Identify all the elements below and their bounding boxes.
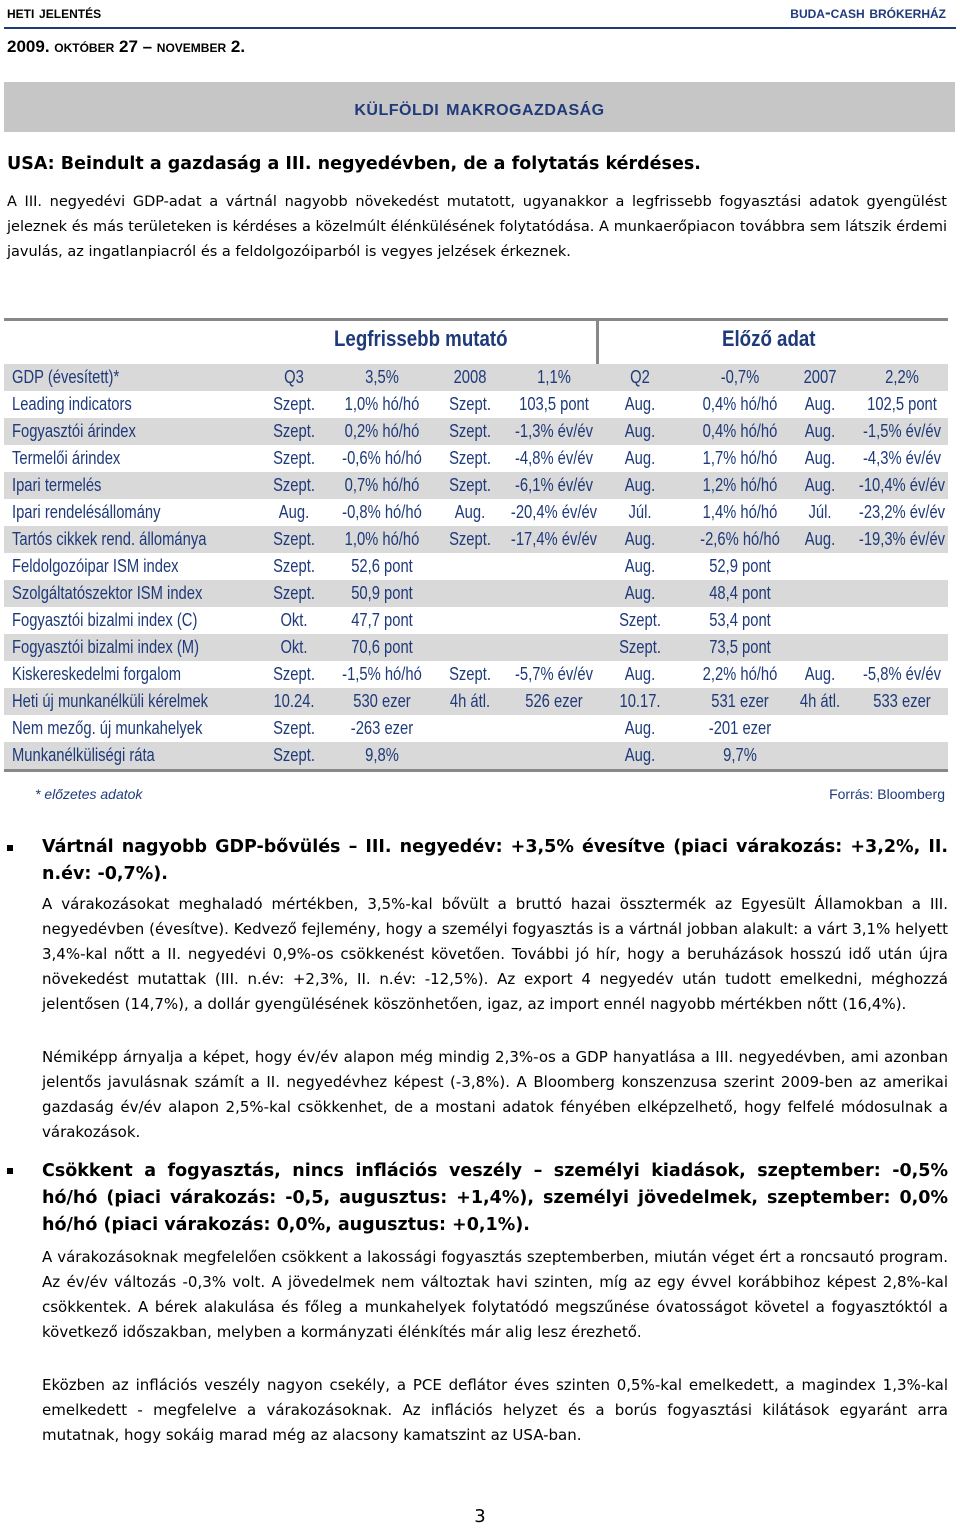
table-row [4, 391, 948, 418]
table-cell: Aug. [624, 664, 656, 684]
table-cell: 102,5 pont [867, 394, 937, 414]
table-cell: Szept. [273, 448, 315, 468]
indicator-name: Leading indicators [12, 394, 132, 414]
table-source: Forrás: Bloomberg [829, 786, 945, 802]
table-cell: -201 ezer [708, 718, 772, 738]
table-cell: 530 ezer [353, 691, 411, 711]
table-cell: Okt. [280, 610, 308, 630]
table-cell: Aug. [624, 745, 656, 765]
table-cell: Szept. [619, 610, 661, 630]
table-cell [852, 553, 952, 580]
table-cell: 9,8% [365, 745, 399, 765]
table-cell: -10,4% év/év [858, 475, 946, 495]
indicator-name: Fogyasztói bizalmi index (M) [12, 637, 200, 657]
indicator-name: Feldolgozóipar ISM index [12, 556, 179, 576]
table-cell [440, 742, 500, 769]
table-cell: Aug. [624, 529, 656, 549]
table-cell: Szept. [273, 583, 315, 603]
header-latest: Legfrissebb mutató [334, 326, 508, 351]
table-cell: Szept. [273, 664, 315, 684]
table-row [4, 526, 948, 553]
table-cell: 10.17. [619, 691, 661, 711]
report-name: heti jelentés [7, 3, 102, 22]
bullet-marker [7, 845, 13, 851]
table-cell [852, 715, 952, 742]
table-cell: Szept. [449, 394, 491, 414]
table-cell [504, 553, 604, 580]
table-cell: 4h átl. [449, 691, 491, 711]
table-row [4, 607, 948, 634]
table-cell: -20,4% év/év [510, 502, 598, 522]
table-cell: -1,5% év/év [863, 421, 941, 441]
section-banner [4, 82, 955, 132]
table-cell: 0,7% hó/hó [344, 475, 420, 495]
indicator-name: Ipari termelés [12, 475, 102, 495]
table-cell: Aug. [804, 394, 836, 414]
table-cell: 1,1% [537, 367, 571, 387]
table-cell: Aug. [624, 718, 656, 738]
table-cell: Szept. [273, 718, 315, 738]
table-cell: Aug. [278, 502, 310, 522]
table-cell: Szept. [273, 421, 315, 441]
table-cell: -0,7% [720, 367, 760, 387]
table-cell: 2,2% hó/hó [702, 664, 778, 684]
table-cell: Aug. [804, 475, 836, 495]
table-cell: -23,2% év/év [858, 502, 946, 522]
indicator-name: Fogyasztói árindex [12, 421, 136, 441]
table-cell: Aug. [624, 583, 656, 603]
table-row [4, 418, 948, 445]
table-cell [504, 715, 604, 742]
bullet-paragraph: A várakozásokat meghaladó mértékben, 3,5%-kal bővült a bruttó hazai össztermék az Egyesült Államokban a III. negyedévben (évesítve). Kedvező fejlemény, hogy a személyi fogyasztás is a vártnál jobban alakult: a várt 3,1% helyett 3,4%-kal nőtt a II. negyedévi 0,9%-os csökkenést követően. További jó hír, hogy a beruházások hosszú idő után újra növekedést mutattak (III. n.év: +2,3%, II. n.év: -12,5%). Az export 4 negyedév után tudott emelkedni, méghozzá jelentősen (14,7%), a dollár gyengülésének köszönhetően, igaz, az import ennél nagyobb mértékben nőtt (16,4%). [42, 895, 948, 1013]
table-cell: 9,7% [723, 745, 757, 765]
table-cell: Szept. [273, 394, 315, 414]
table-cell: 2,2% [885, 367, 919, 387]
table-footnote: * előzetes adatok [35, 786, 143, 802]
brokerage-name: buda-cash brókerház [790, 3, 946, 22]
table-row [4, 364, 948, 391]
table-row [4, 715, 948, 742]
table-cell: -1,5% hó/hó [342, 664, 422, 684]
table-cell: 73,5 pont [709, 637, 771, 657]
macro-indicators-table [4, 318, 948, 772]
table-cell: Júl. [628, 502, 652, 522]
intro-paragraph: A III. negyedévi GDP-adat a vártnál nagyobb növekedést mutatott, ugyanakkor a legfrissebb fogyasztási adatok gyengülést jeleznek és más területeken is kérdéses a közelmúlt élénkülésének folytatódása. A munkaerőpiacon továbbra sem látszik érdemi javulás, az ingatlanpiacról és a feldolgozóiparból is vegyes jelzések érkeznek. [7, 194, 947, 260]
table-cell [504, 634, 604, 661]
table-cell: 10.24. [273, 691, 315, 711]
table-cell: 0,4% hó/hó [702, 394, 778, 414]
table-row [4, 661, 948, 688]
table-cell: -6,1% év/év [515, 475, 593, 495]
table-cell: -19,3% év/év [858, 529, 946, 549]
table-cell: -17,4% év/év [510, 529, 598, 549]
table-cell [790, 607, 850, 634]
table-cell: 70,6 pont [351, 637, 413, 657]
table-cell: Szept. [449, 664, 491, 684]
bullet-paragraph: A várakozásoknak megfelelően csökkent a lakossági fogyasztás szeptemberben, miután véget ért a roncsautó program. Az év/év változás -0,3% volt. A jövedelmek nem változtak havi szinten, míg az egy évvel korábbihoz képest 2,8%-kal csökkentek. A bérek alakulása és főleg a munkahelyek folytatódó megszűnése óvatosságot követel a fogyasztóktól a következő időszakban, melyben a kormányzati élénkítés már alig lesz érezhető. [42, 1248, 948, 1341]
table-cell: Szept. [449, 448, 491, 468]
table-cell: Aug. [624, 421, 656, 441]
table-cell: Aug. [624, 475, 656, 495]
table-cell: 0,4% hó/hó [702, 421, 778, 441]
bullet-marker [7, 1168, 13, 1174]
indicator-name: Munkanélküliségi ráta [12, 745, 155, 765]
table-row [4, 688, 948, 715]
table-cell [440, 553, 500, 580]
table-cell [790, 580, 850, 607]
bullet-paragraph: Némiképp árnyalja a képet, hogy év/év alapon még mindig 2,3%-os a GDP hanyatlása a III. negyedévben, ami azonban jelentős javulásnak számít a II. negyedévhez képest (-3,8%). A Bloomberg konszenzusa szerint 2009-ben az amerikai gazdaság év/év alapon 2,5%-kal csökkenhet, de a mostani adatok fényében elképzelhető, hogy felfelé módosulnak a várakozások. [42, 1048, 948, 1141]
table-cell: Szept. [273, 529, 315, 549]
indicator-name: Szolgáltatószektor ISM index [12, 583, 203, 603]
table-cell [790, 715, 850, 742]
table-cell [440, 580, 500, 607]
table-row [4, 499, 948, 526]
table-cell: Szept. [273, 475, 315, 495]
table-cell: Aug. [624, 448, 656, 468]
table-cell: 1,0% hó/hó [344, 529, 420, 549]
section-title: USA: Beindult a gazdaság a III. negyedévben, de a folytatás kérdéses. [7, 154, 701, 174]
table-cell [852, 742, 952, 769]
table-cell: 4h átl. [799, 691, 841, 711]
indicator-name: Ipari rendelésállomány [12, 502, 161, 522]
bullet-heading-gdp: Vártnál nagyobb GDP-bővülés – III. negyedév: +3,5% évesítve (piaci várakozás: +3,2%, II. n.év: -0,7%). [42, 837, 948, 884]
table-cell: Q3 [284, 367, 304, 387]
table-cell [852, 607, 952, 634]
table-cell: Szept. [449, 529, 491, 549]
table-cell: 50,9 pont [351, 583, 413, 603]
table-cell [504, 607, 604, 634]
table-cell: 2007 [803, 367, 837, 387]
table-cell: 53,4 pont [709, 610, 771, 630]
table-cell: Aug. [804, 448, 836, 468]
table-cell: Aug. [454, 502, 486, 522]
table-cell: 526 ezer [525, 691, 583, 711]
table-cell: 1,7% hó/hó [702, 448, 778, 468]
header-rule [4, 27, 956, 29]
table-cell: 52,9 pont [709, 556, 771, 576]
table-row [4, 742, 948, 769]
table-cell: Szept. [619, 637, 661, 657]
table-cell: -5,8% év/év [863, 664, 941, 684]
indicator-name: Tartós cikkek rend. állománya [12, 529, 207, 549]
table-cell [440, 607, 500, 634]
indicator-name: Heti új munkanélküli kérelmek [12, 691, 209, 711]
table-cell: 52,6 pont [351, 556, 413, 576]
table-cell: Szept. [273, 745, 315, 765]
table-cell: Aug. [804, 529, 836, 549]
table-cell: -2,6% hó/hó [700, 529, 780, 549]
table-cell: Aug. [624, 556, 656, 576]
table-cell: 1,0% hó/hó [344, 394, 420, 414]
table-cell: Szept. [449, 421, 491, 441]
table-cell: -5,7% év/év [515, 664, 593, 684]
table-cell [852, 634, 952, 661]
table-cell: 533 ezer [873, 691, 931, 711]
table-cell: -4,3% év/év [863, 448, 941, 468]
bullet-heading-consumption: Csökkent a fogyasztás, nincs inflációs veszély – személyi kiadások, szeptember: -0,5% hó/hó (piaci várakozás: -0,5, augusztus: +1,4%), személyi jövedelmek, szeptember: 0,0% hó/hó (piaci várakozás: 0,0%, augusztus: +0,1%). [42, 1161, 948, 1235]
table-cell [852, 580, 952, 607]
table-cell [790, 553, 850, 580]
table-row [4, 445, 948, 472]
table-cell: 3,5% [365, 367, 399, 387]
table-row [4, 472, 948, 499]
table-cell [790, 742, 850, 769]
table-cell: 103,5 pont [519, 394, 589, 414]
table-cell: Aug. [624, 394, 656, 414]
table-cell: Okt. [280, 637, 308, 657]
table-cell: Szept. [273, 556, 315, 576]
table-cell [504, 742, 604, 769]
table-cell: 47,7 pont [351, 610, 413, 630]
page-number: 3 [474, 1506, 486, 1527]
table-row [4, 580, 948, 607]
table-header-divider [596, 318, 599, 368]
table-cell: -4,8% év/év [515, 448, 593, 468]
table-cell: 531 ezer [711, 691, 769, 711]
header-previous: Előző adat [722, 326, 816, 351]
indicator-name: GDP (évesített)* [12, 367, 120, 387]
table-cell: 0,2% hó/hó [344, 421, 420, 441]
table-cell: -263 ezer [350, 718, 414, 738]
table-cell: -0,8% hó/hó [342, 502, 422, 522]
table-cell: Aug. [804, 664, 836, 684]
table-cell: 1,4% hó/hó [702, 502, 778, 522]
table-cell: -1,3% év/év [515, 421, 593, 441]
table-cell [504, 580, 604, 607]
table-cell [440, 634, 500, 661]
table-cell: 1,2% hó/hó [702, 475, 778, 495]
indicator-name: Nem mezőg. új munkahelyek [12, 718, 203, 738]
table-cell: 2008 [453, 367, 487, 387]
table-row [4, 634, 948, 661]
indicator-name: Termelői árindex [12, 448, 121, 468]
table-cell: Szept. [449, 475, 491, 495]
indicator-name: Kiskereskedelmi forgalom [12, 664, 181, 684]
table-cell: 48,4 pont [709, 583, 771, 603]
table-cell [440, 715, 500, 742]
table-cell: Aug. [804, 421, 836, 441]
table-cell: Q2 [630, 367, 650, 387]
report-dates: 2009. október 27 – november 2. [7, 37, 246, 56]
table-row [4, 553, 948, 580]
table-cell [790, 634, 850, 661]
bullet-paragraph: Eközben az inflációs veszély nagyon csekély, a PCE deflátor éves szinten 0,5%-kal emelkedett, a magindex 1,3%-kal emelkedett - megfelelve a várakozásoknak. Az inflációs helyzet és a borús fogyasztási kilátások egyaránt arra mutatnak, hogy sokáig marad még az alacsony kamatszint az USA-ban. [42, 1376, 948, 1444]
table-bottom-rule [4, 769, 948, 772]
section-banner-title: külföldi makrogazdaság [354, 93, 605, 120]
indicator-name: Fogyasztói bizalmi index (C) [12, 610, 198, 630]
table-top-rule [4, 318, 948, 321]
table-cell: Júl. [808, 502, 832, 522]
table-cell: -0,6% hó/hó [342, 448, 422, 468]
